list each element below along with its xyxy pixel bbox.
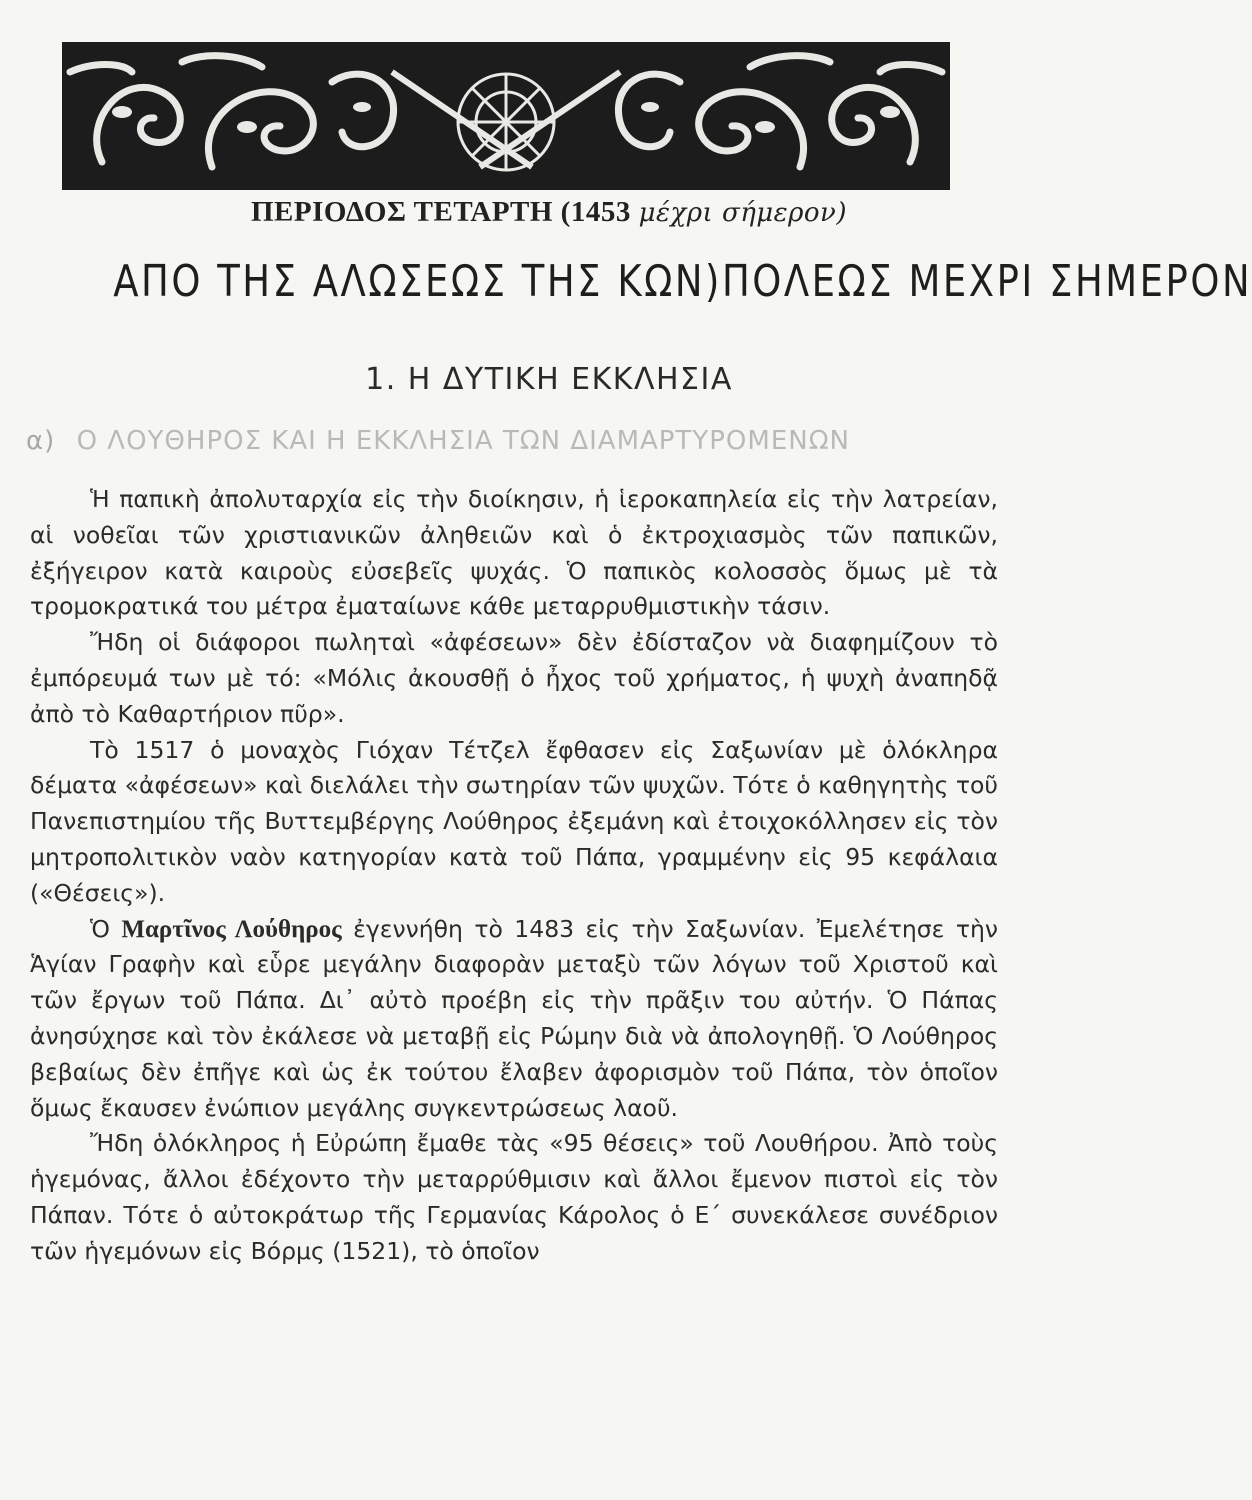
era-headline: ΑΠΟ ΤΗΣ ΑΛΩΣΕΩΣ ΤΗΣ ΚΩΝ)ΠΟΛΕΩΣ ΜΕΧΡΙ ΣΗΜΕΡΟΝ [113,256,1252,307]
paragraph-4-rest: ἐγεννήθη τὸ 1483 εἰς τὴν Σαξωνίαν. Ἐμελέτησε τὴν Ἁγίαν Γραφὴν καὶ εὗρε μεγάλην διαφορὰν μεταξὺ τῶν λόγων τοῦ Χριστοῦ καὶ τῶν ἔργων τοῦ Πάπα. Δι᾽ αὐτὸ προέβη εἰς τὴν πρᾶξιν του αὐτήν. Ὁ Πάπας ἀνησύχησε καὶ τὸν ἐκάλεσε νὰ μεταβῇ εἰς Ρώμην διὰ νὰ ἀπολογηθῇ. Ὁ Λούθηρος βεβαίως δὲν ἐπῆγε καὶ ὡς ἐκ τούτου ἔλαβεν ἀφορισμὸν τοῦ Πάπα, τὸν ὁποῖον ὅμως ἔκαυσεν ἐνώπιον μεγάλης συγκεντρώσεως λαοῦ. [30,914,998,1122]
period-suffix: μέχρι σήμερον) [638,198,848,228]
decorative-scroll-pattern [62,42,950,190]
paragraph-2: Ἤδη οἱ διάφοροι πωληταὶ «ἀφέσεων» δὲν ἐδίσταζον νὰ διαφημίζουν τὸ ἐμπόρευμά των μὲ τό: «Μόλις ἀκουσθῇ ὁ ἦχος τοῦ χρήματος, ἡ ψυχὴ ἀναπηδᾷ ἀπὸ τὸ Καθαρτήριον πῦρ». [30,628,998,728]
period-heading [0,196,1098,229]
paragraph-4 [30,912,998,1127]
period-label: ΠΕΡΙΟΔΟΣ ΤΕΤΑΡΤΗ (1453 [250,196,631,228]
subsection-heading [26,426,1066,456]
luther-name: Μαρτῖνος Λούθηρος [121,915,342,943]
ornamental-header-band [62,42,950,190]
subsection-label: α) [26,426,56,456]
body-text [30,482,998,1270]
paragraph-3: Τὸ 1517 ὁ μοναχὸς Γιόχαν Τέτζελ ἔφθασεν εἰς Σαξωνίαν μὲ ὁλόκληρα δέματα «ἀφέσεων» καὶ διελάλει τὴν σωτηρίαν τῶν ψυχῶν. Τότε ὁ καθηγητὴς τοῦ Πανεπιστημίου τῆς Βυττεμβέργης Λούθηρος ἐξεμάνη καὶ ἐτοιχοκόλλησεν εἰς τὸν μητροπολιτικὸν ναὸν κατηγορίαν κατὰ τοῦ Πάπα, γραμμένην εἰς 95 κεφάλαια («Θέσεις»). [30,735,998,907]
paragraph-5: Ἤδη ὁλόκληρος ἡ Εὐρώπη ἔμαθε τὰς «95 θέσεις» τοῦ Λουθήρου. Ἀπὸ τοὺς ἡγεμόνας, ἄλλοι ἐδέχοντο τὴν μεταρρύθμισιν καὶ ἄλλοι ἔμενον πιστοὶ εἰς τὸν Πάπαν. Τότε ὁ αὐτοκράτωρ τῆς Γερμανίας Κάρολος ὁ Ε΄ συνεκάλεσε συνέδριον τῶν ἡγεμόνων εἰς Βόρμς (1521), τὸ ὁποῖον [30,1129,998,1265]
subsection-title: Ο ΛΟΥΘΗΡΟΣ ΚΑΙ Η ΕΚΚΛΗΣΙΑ ΤΩΝ ΔΙΑΜΑΡΤΥΡΟΜΕΝΩΝ [76,426,851,456]
paragraph-4-lead: Ὁ [90,914,122,943]
section-title: 1. Η ΔΥΤΙΚΗ ΕΚΚΛΗΣΙΑ [365,362,733,397]
paragraph-1: Ἡ παπικὴ ἀπολυταρχία εἰς τὴν διοίκησιν, ἡ ἱεροκαπηλεία εἰς τὴν λατρείαν, αἱ νοθεῖαι τῶν χριστιανικῶν ἀληθειῶν καὶ ὁ ἐκτροχιασμὸς τῶν παπικῶν, ἐξήγειρον κατὰ καιροὺς εὐσεβεῖς ψυχάς. Ὁ παπικὸς κολοσσὸς ὅμως μὲ τὰ τρομοκρατικά του μέτρα ἐματαίωνε κάθε μεταρρυθμιστικὴν τάσιν. [30,485,998,621]
